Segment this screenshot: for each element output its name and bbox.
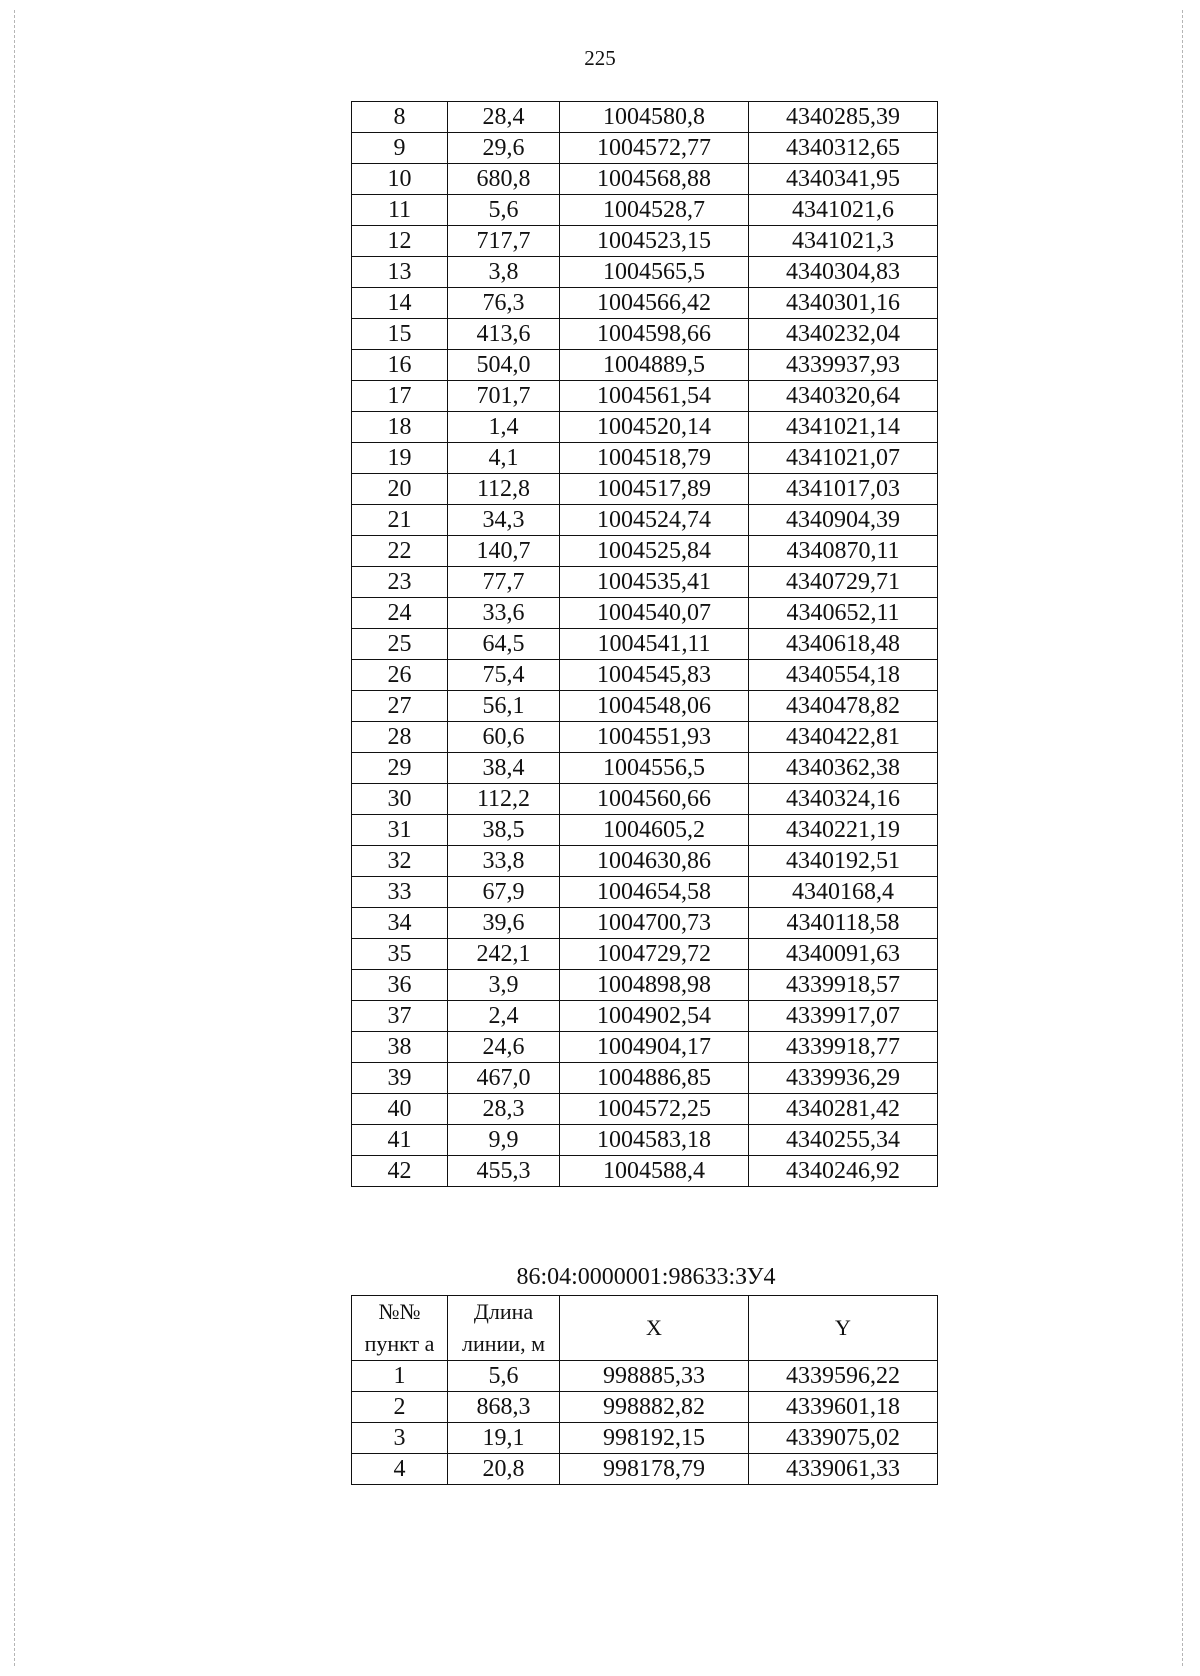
cell-line-length: 75,4 [448, 660, 560, 691]
cell-y: 4340618,48 [749, 629, 938, 660]
cell-x: 1004568,88 [560, 164, 749, 195]
parcel-cadastral-number: 86:04:0000001:98633:ЗУ4 [516, 1264, 776, 1290]
cell-point-number: 11 [352, 195, 448, 226]
cell-x: 1004556,5 [560, 753, 749, 784]
cell-x: 1004605,2 [560, 815, 749, 846]
cell-point-number: 22 [352, 536, 448, 567]
cell-line-length: 38,5 [448, 815, 560, 846]
table-row [352, 288, 938, 319]
table-row [352, 1094, 938, 1125]
cell-y: 4340246,92 [749, 1156, 938, 1187]
cell-line-length: 67,9 [448, 877, 560, 908]
cell-x: 1004561,54 [560, 381, 749, 412]
cell-line-length: 9,9 [448, 1125, 560, 1156]
cell-point-number: 25 [352, 629, 448, 660]
cell-line-length: 701,7 [448, 381, 560, 412]
cell-point-number: 18 [352, 412, 448, 443]
cell-y: 4341021,07 [749, 443, 938, 474]
cell-y: 4340255,34 [749, 1125, 938, 1156]
cell-point-number: 27 [352, 691, 448, 722]
cell-line-length: 20,8 [448, 1454, 560, 1485]
table-row [352, 970, 938, 1001]
table-row [352, 629, 938, 660]
cell-x: 998192,15 [560, 1423, 749, 1454]
cell-line-length: 39,6 [448, 908, 560, 939]
cell-line-length: 4,1 [448, 443, 560, 474]
cell-line-length: 868,3 [448, 1392, 560, 1423]
coordinates-table-continued [351, 101, 938, 1187]
cell-line-length: 33,6 [448, 598, 560, 629]
cell-y: 4340304,83 [749, 257, 938, 288]
cell-x: 1004541,11 [560, 629, 749, 660]
cell-x: 1004583,18 [560, 1125, 749, 1156]
cell-y: 4340341,95 [749, 164, 938, 195]
cell-line-length: 28,3 [448, 1094, 560, 1125]
cell-y: 4340091,63 [749, 939, 938, 970]
cell-point-number: 13 [352, 257, 448, 288]
cell-y: 4340285,39 [749, 102, 938, 133]
cell-x: 1004518,79 [560, 443, 749, 474]
cell-point-number: 12 [352, 226, 448, 257]
cell-x: 1004525,84 [560, 536, 749, 567]
cell-line-length: 2,4 [448, 1001, 560, 1032]
cell-x: 1004517,89 [560, 474, 749, 505]
cell-y: 4339936,29 [749, 1063, 938, 1094]
table-row [352, 753, 938, 784]
cell-y: 4339075,02 [749, 1423, 938, 1454]
cell-x: 1004551,93 [560, 722, 749, 753]
cell-point-number: 36 [352, 970, 448, 1001]
cell-y: 4340478,82 [749, 691, 938, 722]
cell-x: 1004729,72 [560, 939, 749, 970]
cell-line-length: 34,3 [448, 505, 560, 536]
table-row [352, 443, 938, 474]
cell-x: 998882,82 [560, 1392, 749, 1423]
table-row [352, 257, 938, 288]
table-row [352, 722, 938, 753]
cell-line-length: 112,2 [448, 784, 560, 815]
cell-point-number: 26 [352, 660, 448, 691]
table-row [352, 133, 938, 164]
cell-line-length: 3,9 [448, 970, 560, 1001]
cell-y: 4341017,03 [749, 474, 938, 505]
cell-point-number: 21 [352, 505, 448, 536]
cell-line-length: 504,0 [448, 350, 560, 381]
table-row [352, 1454, 938, 1485]
cell-y: 4340362,38 [749, 753, 938, 784]
table-row [352, 102, 938, 133]
table-row [352, 536, 938, 567]
cell-x: 998885,33 [560, 1361, 749, 1392]
cell-x: 1004630,86 [560, 846, 749, 877]
cell-x: 998178,79 [560, 1454, 749, 1485]
scan-edge-left [14, 10, 15, 1666]
table-row [352, 1361, 938, 1392]
cell-y: 4340118,58 [749, 908, 938, 939]
cell-point-number: 19 [352, 443, 448, 474]
cell-point-number: 10 [352, 164, 448, 195]
cell-line-length: 413,6 [448, 319, 560, 350]
cell-x: 1004898,98 [560, 970, 749, 1001]
cell-x: 1004886,85 [560, 1063, 749, 1094]
cell-line-length: 28,4 [448, 102, 560, 133]
cell-x: 1004524,74 [560, 505, 749, 536]
cell-x: 1004548,06 [560, 691, 749, 722]
parcel-coordinates-table [351, 1295, 938, 1485]
table-row [352, 939, 938, 970]
cell-point-number: 2 [352, 1392, 448, 1423]
table-row [352, 412, 938, 443]
cell-line-length: 717,7 [448, 226, 560, 257]
cell-y: 4340870,11 [749, 536, 938, 567]
table-row [352, 350, 938, 381]
table-row [352, 1001, 938, 1032]
table-row [352, 1423, 938, 1454]
cell-x: 1004528,7 [560, 195, 749, 226]
cell-point-number: 29 [352, 753, 448, 784]
cell-point-number: 4 [352, 1454, 448, 1485]
cell-x: 1004540,07 [560, 598, 749, 629]
cell-point-number: 28 [352, 722, 448, 753]
cell-point-number: 14 [352, 288, 448, 319]
table-row [352, 474, 938, 505]
cell-y: 4339596,22 [749, 1361, 938, 1392]
table-row [352, 784, 938, 815]
cell-y: 4340904,39 [749, 505, 938, 536]
cell-point-number: 37 [352, 1001, 448, 1032]
cell-y: 4340652,11 [749, 598, 938, 629]
cell-x: 1004889,5 [560, 350, 749, 381]
cell-point-number: 31 [352, 815, 448, 846]
table-row [352, 1392, 938, 1423]
table-row [352, 598, 938, 629]
cell-y: 4340320,64 [749, 381, 938, 412]
cell-line-length: 3,8 [448, 257, 560, 288]
cell-line-length: 56,1 [448, 691, 560, 722]
cell-y: 4341021,14 [749, 412, 938, 443]
cell-x: 1004572,77 [560, 133, 749, 164]
table-row [352, 505, 938, 536]
cell-x: 1004560,66 [560, 784, 749, 815]
cell-line-length: 1,4 [448, 412, 560, 443]
table-row [352, 226, 938, 257]
cell-point-number: 39 [352, 1063, 448, 1094]
table-row [352, 1032, 938, 1063]
cell-x: 1004523,15 [560, 226, 749, 257]
cell-point-number: 24 [352, 598, 448, 629]
cell-line-length: 455,3 [448, 1156, 560, 1187]
cell-y: 4340192,51 [749, 846, 938, 877]
cell-x: 1004598,66 [560, 319, 749, 350]
cell-line-length: 680,8 [448, 164, 560, 195]
cell-y: 4340221,19 [749, 815, 938, 846]
cell-line-length: 19,1 [448, 1423, 560, 1454]
cell-line-length: 33,8 [448, 846, 560, 877]
cell-line-length: 242,1 [448, 939, 560, 970]
cell-y: 4340281,42 [749, 1094, 938, 1125]
table-row [352, 1125, 938, 1156]
cell-y: 4340729,71 [749, 567, 938, 598]
cell-x: 1004535,41 [560, 567, 749, 598]
cell-point-number: 15 [352, 319, 448, 350]
table-row [352, 846, 938, 877]
cell-line-length: 29,6 [448, 133, 560, 164]
cell-x: 1004654,58 [560, 877, 749, 908]
cell-y: 4340301,16 [749, 288, 938, 319]
cell-x: 1004588,4 [560, 1156, 749, 1187]
cell-point-number: 40 [352, 1094, 448, 1125]
cell-y: 4341021,6 [749, 195, 938, 226]
cell-line-length: 38,4 [448, 753, 560, 784]
cell-point-number: 33 [352, 877, 448, 908]
cell-point-number: 38 [352, 1032, 448, 1063]
cell-line-length: 140,7 [448, 536, 560, 567]
table-row [352, 164, 938, 195]
cell-line-length: 76,3 [448, 288, 560, 319]
cell-point-number: 23 [352, 567, 448, 598]
cell-point-number: 3 [352, 1423, 448, 1454]
cell-line-length: 467,0 [448, 1063, 560, 1094]
parcel-coordinates-table-body [352, 1361, 938, 1485]
cell-point-number: 8 [352, 102, 448, 133]
cell-y: 4341021,3 [749, 226, 938, 257]
header-point-number: №№ пункт а [352, 1296, 448, 1361]
table-row [352, 381, 938, 412]
cell-point-number: 17 [352, 381, 448, 412]
cell-x: 1004580,8 [560, 102, 749, 133]
coordinates-table-body [352, 102, 938, 1187]
table-header-row [352, 1296, 938, 1361]
cell-line-length: 64,5 [448, 629, 560, 660]
cell-point-number: 9 [352, 133, 448, 164]
table-row [352, 877, 938, 908]
cell-x: 1004566,42 [560, 288, 749, 319]
cell-x: 1004572,25 [560, 1094, 749, 1125]
cell-y: 4339061,33 [749, 1454, 938, 1485]
table-row [352, 1063, 938, 1094]
cell-x: 1004902,54 [560, 1001, 749, 1032]
cell-x: 1004565,5 [560, 257, 749, 288]
cell-point-number: 34 [352, 908, 448, 939]
cell-x: 1004700,73 [560, 908, 749, 939]
table-row [352, 660, 938, 691]
cell-point-number: 32 [352, 846, 448, 877]
cell-line-length: 60,6 [448, 722, 560, 753]
table-row [352, 195, 938, 226]
cell-y: 4340324,16 [749, 784, 938, 815]
cell-line-length: 112,8 [448, 474, 560, 505]
cell-point-number: 35 [352, 939, 448, 970]
header-x: X [560, 1296, 749, 1361]
table-row [352, 319, 938, 350]
cell-point-number: 1 [352, 1361, 448, 1392]
table-row [352, 1156, 938, 1187]
cell-point-number: 16 [352, 350, 448, 381]
cell-line-length: 77,7 [448, 567, 560, 598]
header-line-length: Длина линии, м [448, 1296, 560, 1361]
cell-x: 1004520,14 [560, 412, 749, 443]
cell-point-number: 42 [352, 1156, 448, 1187]
cell-y: 4340232,04 [749, 319, 938, 350]
table-row [352, 908, 938, 939]
cell-y: 4340168,4 [749, 877, 938, 908]
cell-line-length: 24,6 [448, 1032, 560, 1063]
cell-y: 4340312,65 [749, 133, 938, 164]
cell-y: 4340554,18 [749, 660, 938, 691]
cell-y: 4340422,81 [749, 722, 938, 753]
header-y: Y [749, 1296, 938, 1361]
table-row [352, 691, 938, 722]
cell-x: 1004545,83 [560, 660, 749, 691]
cell-y: 4339918,57 [749, 970, 938, 1001]
cell-y: 4339937,93 [749, 350, 938, 381]
cell-line-length: 5,6 [448, 195, 560, 226]
cell-point-number: 41 [352, 1125, 448, 1156]
cell-y: 4339601,18 [749, 1392, 938, 1423]
table-row [352, 815, 938, 846]
table-row [352, 567, 938, 598]
cell-point-number: 30 [352, 784, 448, 815]
cell-line-length: 5,6 [448, 1361, 560, 1392]
cell-x: 1004904,17 [560, 1032, 749, 1063]
cell-y: 4339918,77 [749, 1032, 938, 1063]
cell-point-number: 20 [352, 474, 448, 505]
scan-edge-right [1182, 10, 1183, 1666]
page-number: 225 [584, 46, 616, 70]
cell-y: 4339917,07 [749, 1001, 938, 1032]
